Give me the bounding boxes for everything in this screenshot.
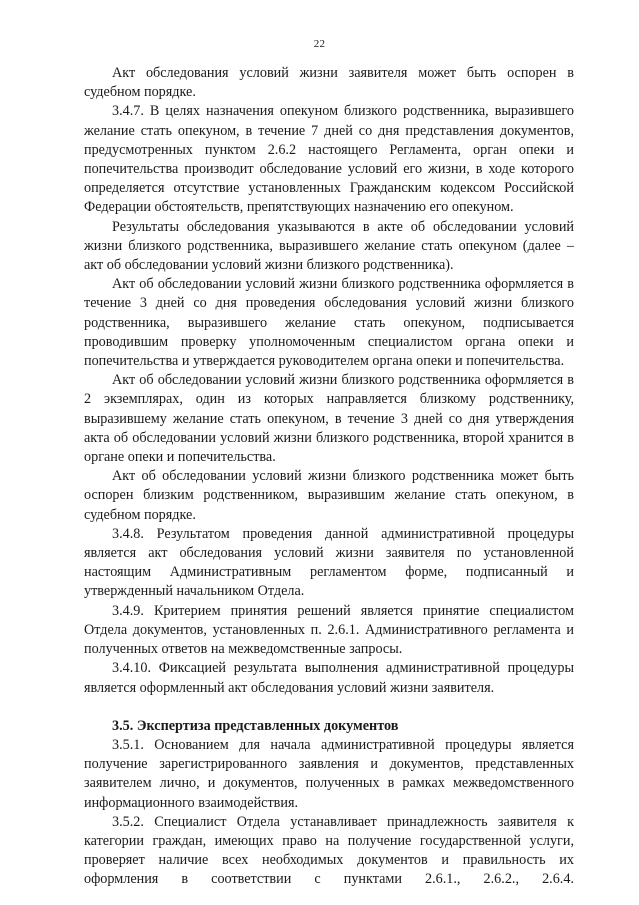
paragraph: Результаты обследования указываются в акте об обследовании условий жизни близкого родственника, выразившего желание стать опекуном (далее – акт об обследовании условий жизни близкого родственника). — [84, 218, 574, 274]
paragraph: 3.4.9. Критерием принятия решений является принятие специалистом Отдела документов, установленных п. 2.6.1. Административного регламента и полученных ответов на межведомственные запросы. — [84, 602, 574, 658]
paragraph: Акт об обследовании условий жизни близкого родственника может быть оспорен близким родственником, выразившим желание стать опекуном, в судебном порядке. — [84, 468, 574, 523]
paragraph: 3.4.8. Результатом проведения данной административной процедуры является акт обследования условий жизни заявителя по установленной настоящим Административным регламентом форме, подписанный и утвержденный начальником Отдела. — [84, 525, 574, 600]
paragraph: 3.5.1. Основанием для начала административной процедуры является получение зарегистрированного заявления и документов, представленных заявителем лично, и документов, полученных в рамках межведомственного информационного взаимодействия. — [84, 736, 574, 811]
page-number: 22 — [313, 38, 326, 50]
paragraph: 3.4.7. В целях назначения опекуном близкого родственника, выразившего желание стать опекуном, в течение 7 дней со дня представления документов, предусмотренных пунктом 2.6.2 настоящего Регламента, орган опеки и попечительства производит обследование условий его жизни, в ходе которого определяется отсутствие установленных Гражданским кодексом Российской Федерации обстоятельств, препятствующих назначению его опекуном. — [84, 103, 574, 216]
section-heading: 3.5. Экспертиза представленных документов — [112, 717, 399, 734]
paragraph: 3.4.10. Фиксацией результата выполнения административной процедуры является оформленный акт обследования условий жизни заявителя. — [84, 660, 574, 696]
paragraph: 3.5.2. Специалист Отдела устанавливает принадлежность заявителя к категории граждан, имеющих право на получение государственной услуги, проверяет наличие всех необходимых документов и правильность их оформления в соответствии с пунктами 2.6.1., 2.6.2., 2.6.4. — [84, 813, 574, 888]
paragraph: Акт об обследовании условий жизни близкого родственника оформляется в 2 экземплярах, один из которых направляется близкому родственнику, выразившему желание стать опекуном, в течение 3 дней со дня утверждения акта об обследовании условий жизни близкого родственника, второй хранится в органе опеки и попечительства. — [84, 372, 574, 466]
document-body — [84, 64, 574, 890]
paragraph: Акт об обследовании условий жизни близкого родственника оформляется в течение 3 дней со дня проведения обследования условий жизни близкого родственника, выразившего желание стать опекуном, подписывается проводившим проверку уполномоченным специалистом органа опеки и попечительства и утверждается руководителем органа опеки и попечительства. — [84, 276, 574, 370]
paragraph: Акт обследования условий жизни заявителя может быть оспорен в судебном порядке. — [84, 65, 574, 101]
section-spacer — [84, 698, 574, 717]
